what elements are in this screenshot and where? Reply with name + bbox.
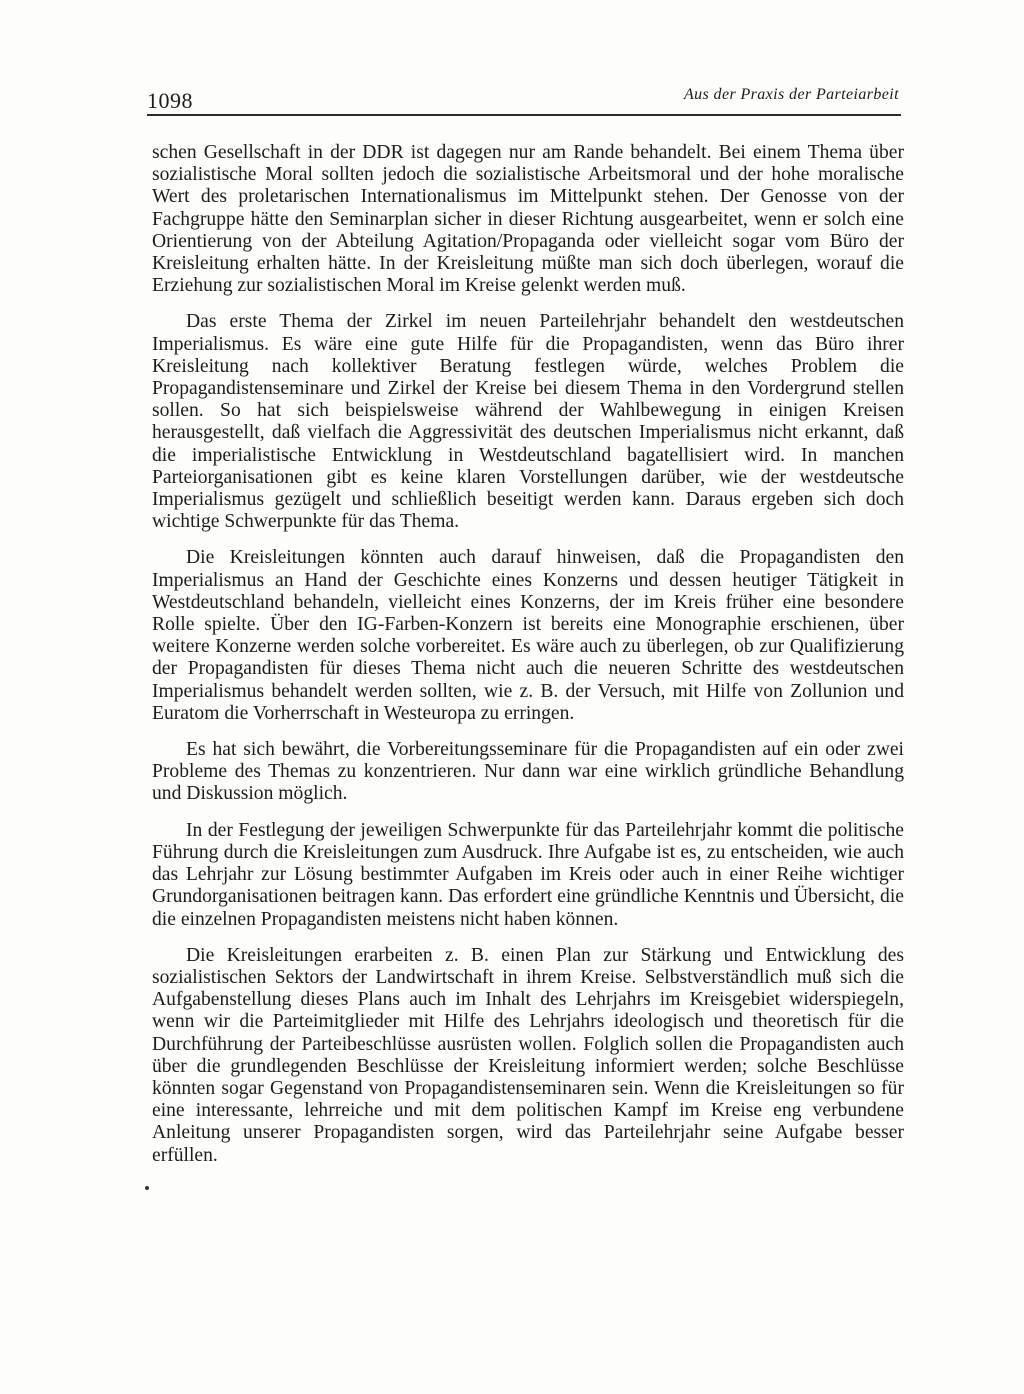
body-text xyxy=(152,142,904,1181)
page-header xyxy=(147,84,901,116)
paragraph: Die Kreisleitungen erarbeiten z. B. einen Plan zur Stärkung und Entwicklung des sozialistischen Sektors der Landwirtschaft in ihrem Kreise. Selbstverständlich muß sich die Aufgabenstellung dieses Plans auch im Inhalt des Lehrjahrs im Kreisgebiet widerspiegeln, wenn wir die Parteimitglieder mit Hilfe des Lehrjahrs ideologisch und theoretisch für die Durchführung der Parteibeschlüsse ausrüsten wollen. Folglich sollen die Propagandisten auch über die grundlegenden Beschlüsse der Kreisleitung informiert werden; solche Beschlüsse könnten sogar Gegenstand von Propagandistenseminaren sein. Wenn die Kreisleitungen so für eine interessante, lehrreiche und mit dem politischen Kampf im Kreise eng verbundene Anleitung unserer Propagandisten sorgen, wird das Parteilehrjahr seine Aufgabe besser erfüllen. xyxy=(152,944,904,1166)
paragraph: In der Festlegung der jeweiligen Schwerpunkte für das Parteilehrjahr kommt die politische Führung durch die Kreisleitungen zum Ausdruck. Ihre Aufgabe ist es, zu entscheiden, wie auch das Lehrjahr zur Lösung bestimmter Aufgaben im Kreis oder auch in einer Reihe wichtiger Grundorganisationen beitragen kann. Das erfordert eine gründliche Kenntnis und Übersicht, die die einzelnen Propagandisten meistens nicht haben können. xyxy=(152,819,904,930)
running-head: Aus der Praxis der Parteiarbeit xyxy=(683,86,899,103)
paragraph-continuation: schen Gesellschaft in der DDR ist dagegen nur am Rande behandelt. Bei einem Thema über sozialistische Moral sollten jedoch die sozialistische Arbeitsmoral und der hohe moralische Wert des proletarischen Internationalismus im Mittelpunkt stehen. Der Genosse von der Fachgruppe hätte den Seminarplan sicher in dieser Richtung ausgearbeitet, wenn er solch eine Orientierung von der Abteilung Agitation/Propaganda oder vielleicht sogar vom Büro der Kreisleitung erhalten hätte. In der Kreisleitung müßte man sich doch überlegen, worauf die Erziehung zur sozialistischen Moral im Kreise gelenkt werden muß. xyxy=(152,142,904,297)
paragraph: Die Kreisleitungen könnten auch darauf hinweisen, daß die Propagandisten den Imperialismus an Hand der Geschichte eines Konzerns und dessen heutiger Tätigkeit in Westdeutschland behandeln, vielleicht eines Konzerns, der im Kreis früher eine besondere Rolle spielte. Über den IG-Farben-Konzern ist bereits eine Monographie erschienen, über weitere Konzerne werden solche vorbereitet. Es wäre auch zu überlegen, ob zur Qualifizierung der Propagandisten für dieses Thema nicht auch die neueren Schritte des westdeutschen Imperialismus behandelt werden sollten, wie z. B. der Versuch, mit Hilfe von Zollunion und Euratom die Vorherrschaft in Westeuropa zu erringen. xyxy=(152,547,904,724)
page-number: 1098 xyxy=(147,88,193,113)
margin-dot xyxy=(145,1186,149,1190)
paragraph: Es hat sich bewährt, die Vorbereitungsseminare für die Propagandisten auf ein oder zwei Probleme des Themas zu konzentrieren. Nur dann war eine wirklich gründliche Behandlung und Diskussion möglich. xyxy=(152,739,904,805)
paragraph: Das erste Thema der Zirkel im neuen Parteilehrjahr behandelt den westdeutschen Imperialismus. Es wäre eine gute Hilfe für die Propagandisten, wenn das Büro ihrer Kreisleitung nach kollektiver Beratung festlegen würde, welches Problem die Propagandistenseminare und Zirkel der Kreise bei diesem Thema in den Vordergrund stellen sollen. So hat sich beispielsweise während der Wahlbewegung in einigen Kreisen herausgestellt, daß vielfach die Aggressivität des deutschen Imperialismus nicht erkannt, daß die imperialistische Entwicklung in Westdeutschland bagatellisiert wird. In manchen Parteiorganisationen gibt es keine klaren Vorstellungen darüber, wie der westdeutsche Imperialismus gezügelt und schließlich beseitigt werden kann. Daraus ergeben sich doch wichtige Schwerpunkte für das Thema. xyxy=(152,311,904,533)
